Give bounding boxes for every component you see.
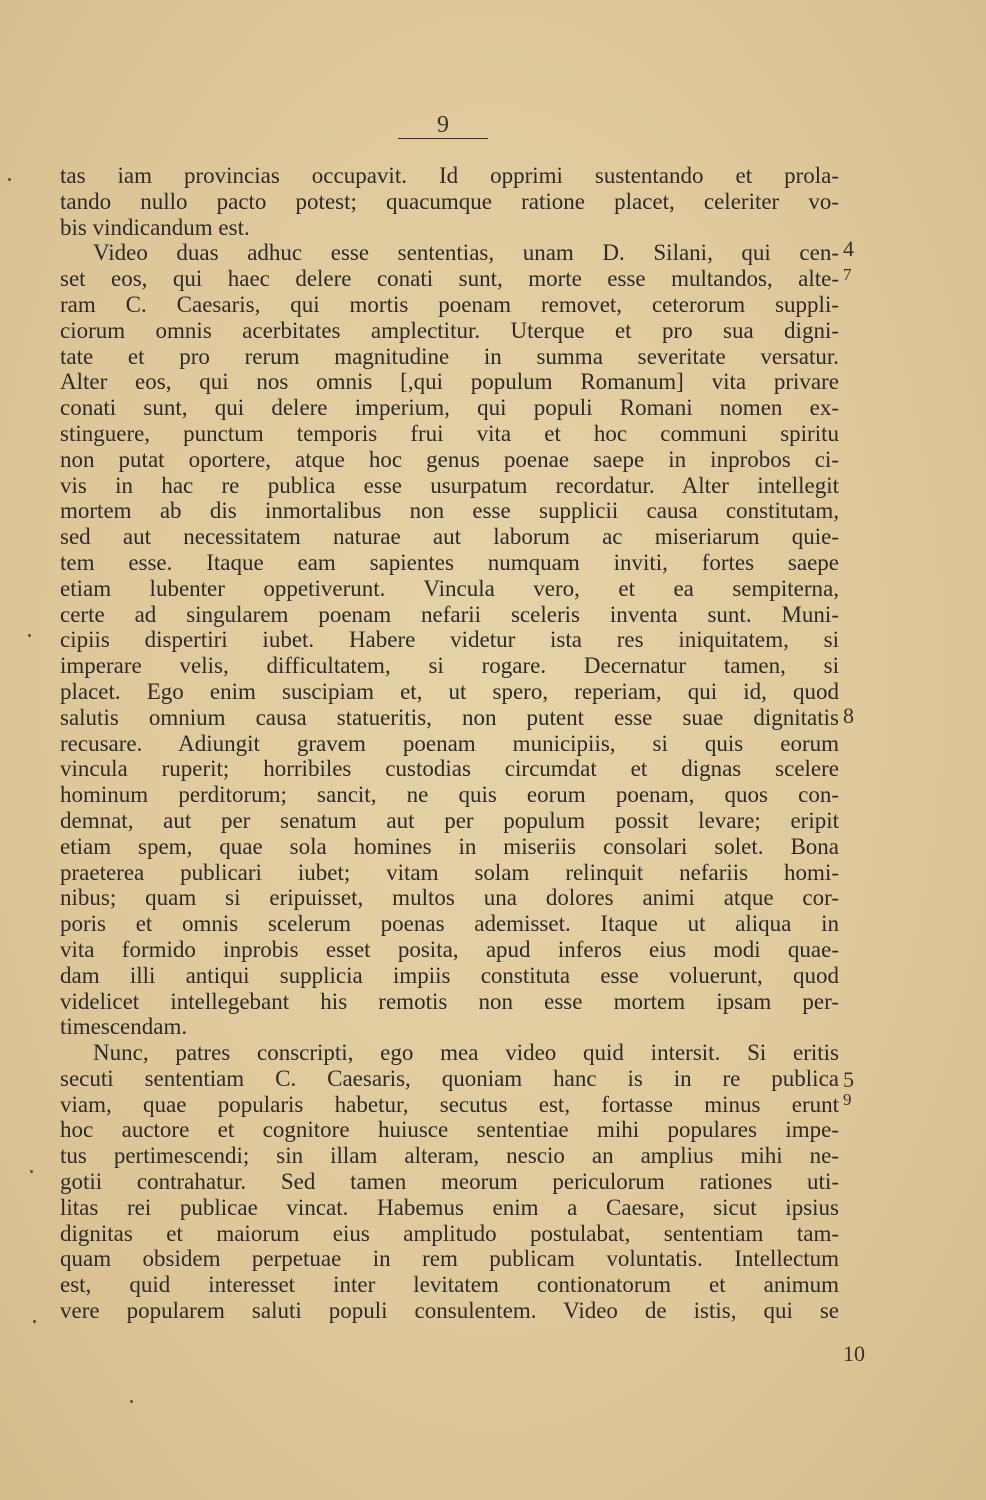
margin-section-number: 8 [843,703,854,728]
margin-section-number: 7 [843,265,852,284]
text-line: bis vindicandum est. [60,214,250,240]
text-line: sed aut necessitatem naturae aut laborum ac miseriarum quie- [60,524,839,550]
text-line: cipiis dispertiri iubet. Habere videtur ista res iniquitatem, si [60,627,839,653]
text-line: certe ad singularem poenam nefarii sceleris inventa sunt. Muni- [60,601,839,627]
text-line: tate et pro rerum magnitudine in summa severitate versatur. [60,343,839,369]
text-line: demnat, aut per senatum aut per populum possit levare; eripit [60,807,839,833]
text-line: placet. Ego enim suscipiam et, ut spero, reperiam, qui id, quod [60,678,839,704]
text-line: Video duas adhuc esse sententias, unam D. Silani, qui cen- [93,240,839,266]
text-line: tus pertimescendi; sin illam alteram, nescio an amplius mihi ne- [60,1143,839,1169]
text-line: hominum perditorum; sancit, ne quis eorum poenam, quos con- [60,782,839,808]
text-line: stinguere, punctum temporis frui vita et hoc communi spiritu [60,420,839,446]
page-number-header [398,112,488,139]
text-line: dignitas et maiorum eius amplitudo postulabat, sententiam tam- [60,1220,839,1246]
text-line: etiam spem, quae sola homines in miseriis consolari solet. Bona [60,833,839,859]
text-line: vere popularem saluti populi consulentem. Video de istis, qui se [60,1298,839,1324]
text-line: etiam lubenter oppetiverunt. Vincula vero, et ea sempiterna, [60,575,839,601]
text-line: quam obsidem perpetuae in rem publicam voluntatis. Intellectum [60,1246,839,1272]
paper-speck [8,178,11,181]
margin-section-number: 5 [843,1067,854,1092]
text-line: salutis omnium causa statueritis, non putent esse suae dignitatis [60,704,839,730]
text-line: gotii contrahatur. Sed tamen meorum periculorum rationes uti- [60,1169,839,1195]
text-line: Alter eos, qui nos omnis [,qui populum Romanum] vita privare [60,369,839,395]
text-line: tem esse. Itaque eam sapientes numquam inviti, fortes saepe [60,549,839,575]
paper-speck [28,634,31,637]
text-line: imperare velis, difficultatem, si rogare. Decernatur tamen, si [60,653,839,679]
text-line: litas rei publicae vincat. Habemus enim a Caesare, sicut ipsius [60,1194,839,1220]
text-line: ram C. Caesaris, qui mortis poenam removet, ceterorum suppli- [60,291,839,317]
text-line: secuti sententiam C. Caesaris, quoniam hanc is in re publica [60,1065,839,1091]
text-line: tando nullo pacto potest; quacumque ratione placet, celeriter vo- [60,188,839,214]
text-line: vis in hac re publica esse usurpatum recordatur. Alter intellegit [60,472,839,498]
text-line: ciorum omnis acerbitates amplectitur. Uterque et pro sua digni- [60,317,839,343]
text-line: dam illi antiqui supplicia impiis constituta esse voluerunt, quod [60,962,839,988]
text-line: non putat oportere, atque hoc genus poenae saepe in inprobos ci- [60,446,839,472]
text-line: set eos, qui haec delere conati sunt, morte esse multandos, alte- [60,266,839,292]
text-line: hoc auctore et cognitore huiusce sententiae mihi populares impe- [60,1117,839,1143]
text-line: recusare. Adiungit gravem poenam municipiis, si quis eorum [60,730,839,756]
text-line: viam, quae popularis habetur, secutus est, fortasse minus erunt [60,1091,839,1117]
text-line: vita formido inprobis esset posita, apud inferos eius modi quae- [60,936,839,962]
text-line: mortem ab dis inmortalibus non esse supplicii causa constitutam, [60,498,839,524]
text-line: praeterea publicari iubet; vitam solam relinquit nefariis homi- [60,859,839,885]
margin-section-number: 10 [843,1341,865,1366]
text-line: videlicet intellegebant his remotis non esse mortem ipsam per- [60,988,839,1014]
text-line: Nunc, patres conscripti, ego mea video quid intersit. Si eritis [93,1040,839,1066]
paper-speck [33,1320,36,1323]
text-line: tas iam provincias occupavit. Id opprimi sustentando et prola- [60,163,839,188]
text-line: poris et omnis scelerum poenas ademisset. Itaque ut aliqua in [60,911,839,937]
paper-speck [30,1170,33,1173]
paper-speck [130,1400,133,1403]
page-number: 9 [398,112,488,139]
margin-section-number: 9 [843,1090,852,1109]
text-line: timescendam. [60,1014,188,1040]
text-line: nibus; quam si eripuisset, multos una dolores animi atque cor- [60,885,839,911]
margin-section-number: 4 [843,236,854,261]
text-line: conati sunt, qui delere imperium, qui populi Romani nomen ex- [60,395,839,421]
body-text [60,163,839,1324]
text-line: est, quid interesset inter levitatem contionatorum et animum [60,1272,839,1298]
text-line: vincula ruperit; horribiles custodias circumdat et dignas scelere [60,756,839,782]
